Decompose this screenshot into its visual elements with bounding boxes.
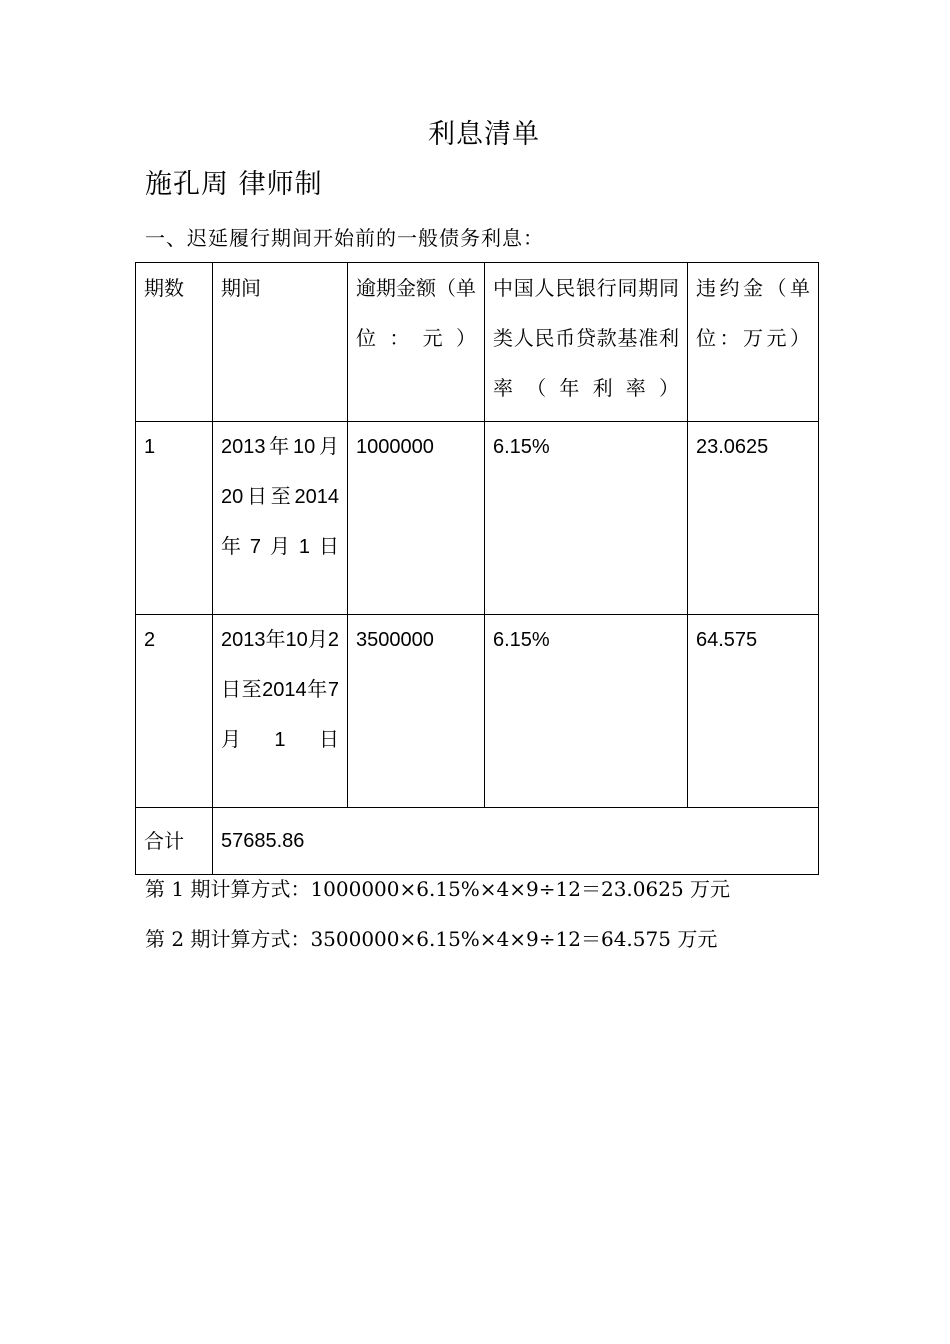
cell-period: 2013年10月20日至2014年7月1日 bbox=[213, 422, 348, 615]
cell-period: 2013年10月2日至2014年7月1日 bbox=[213, 615, 348, 808]
header-period: 期间 bbox=[213, 263, 348, 422]
table-row bbox=[136, 422, 819, 615]
cell-period-no: 2 bbox=[136, 615, 213, 808]
header-amount: 逾期金额（单位：元） bbox=[348, 263, 485, 422]
header-period-no: 期数 bbox=[136, 263, 213, 422]
section-heading: 一、迟延履行期间开始前的一般债务利息： bbox=[145, 226, 544, 250]
table-header-row bbox=[136, 263, 819, 422]
table-row bbox=[136, 615, 819, 808]
cell-penalty: 23.0625 bbox=[688, 422, 819, 615]
cell-period-no: 1 bbox=[136, 422, 213, 615]
cell-rate: 6.15% bbox=[485, 615, 688, 808]
formula-period-2: 第 2 期计算方式：3500000×6.15%×4×9÷12＝64.575 万元 bbox=[145, 927, 718, 951]
table-total-row bbox=[136, 808, 819, 875]
formula-period-1: 第 1 期计算方式：1000000×6.15%×4×9÷12＝23.0625 万元 bbox=[145, 877, 731, 901]
cell-total-value: 57685.86 bbox=[213, 808, 819, 875]
cell-rate: 6.15% bbox=[485, 422, 688, 615]
document-title: 利息清单 bbox=[428, 119, 540, 150]
document-author: 施孔周 律师制 bbox=[145, 169, 323, 200]
cell-penalty: 64.575 bbox=[688, 615, 819, 808]
header-rate: 中国人民银行同期同类人民币贷款基准利率（年利率） bbox=[485, 263, 688, 422]
cell-amount: 1000000 bbox=[348, 422, 485, 615]
header-penalty: 违约金（单位：万元） bbox=[688, 263, 819, 422]
cell-amount: 3500000 bbox=[348, 615, 485, 808]
cell-total-label: 合计 bbox=[136, 808, 213, 875]
interest-table bbox=[135, 262, 819, 875]
